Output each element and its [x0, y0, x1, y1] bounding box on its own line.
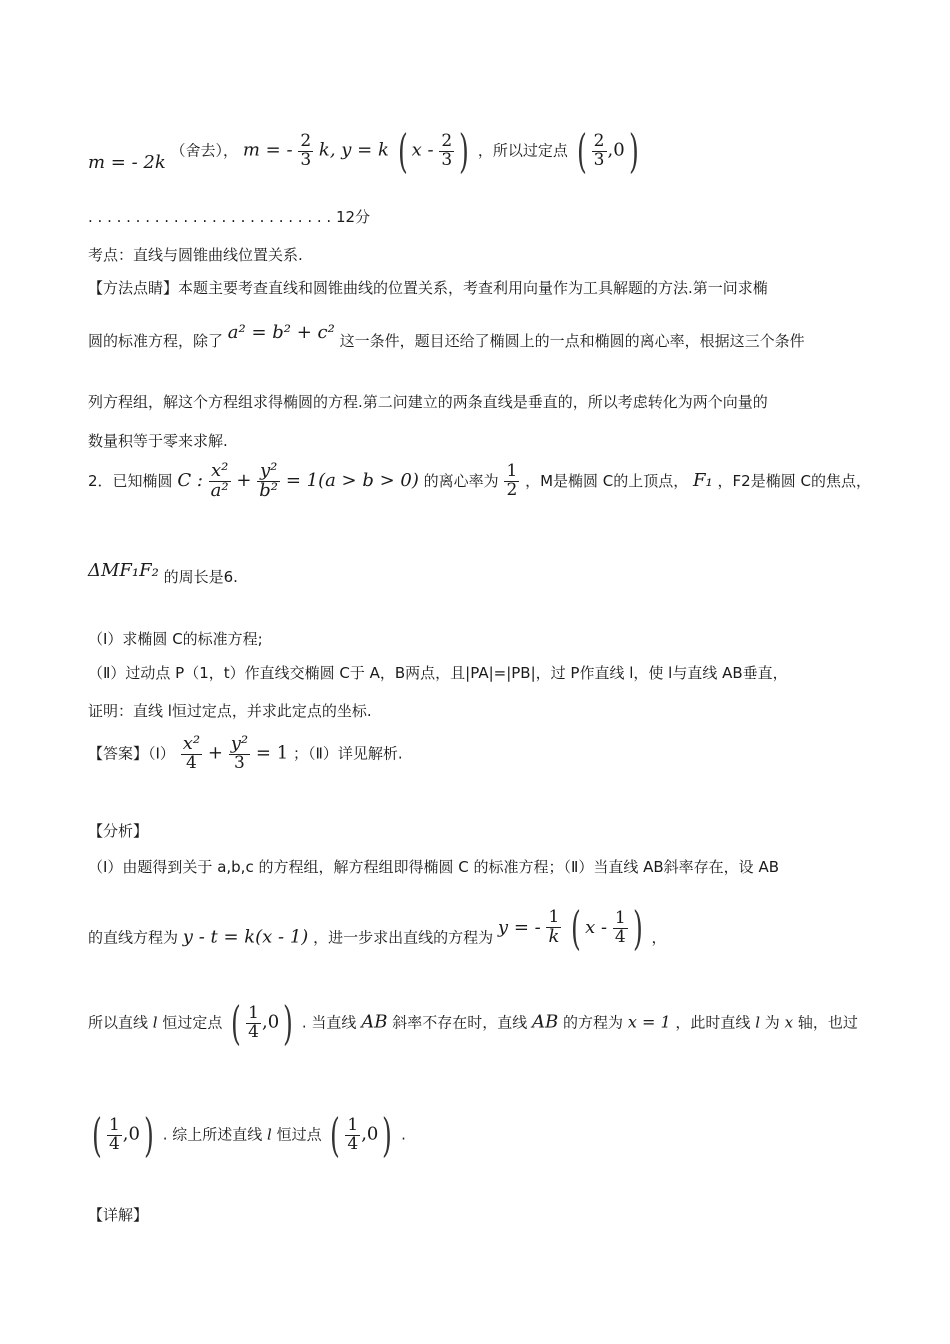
line-l3: l: [267, 1125, 272, 1144]
eq-m-neg2k: m = - 2k: [88, 151, 166, 173]
point-y2: ,0: [261, 1011, 280, 1033]
point-y3: ,0: [122, 1123, 140, 1145]
frac-1-4: $\frac{1}{4}$: [614, 907, 626, 947]
fixed-point-text: ，所以过定点: [477, 141, 568, 160]
an4-a: . 综上所述直线: [162, 1125, 263, 1144]
analysis-line-1: （Ⅰ）由题得到关于 a,b,c 的方程组，解方程组即得椭圆 C 的标准方程；（Ⅱ）当直线 AB斜率存在，设 AB: [88, 858, 779, 876]
point-1-4-c: $\frac{1}{4}$: [347, 1114, 359, 1154]
analysis-line-3: 所以直线 l 恒过定点 ( $\frac{1}{4}$ ,0) . 当直线 AB 斜率不存在时，直线 AB 的方程为 x = 1 ，此时直线 l 为 x 轴，也过: [88, 996, 858, 1050]
line-ab: AB: [361, 1011, 388, 1033]
frac-2-3: $\frac{2}{3}$: [300, 130, 312, 170]
eq-k-y: k, y = k: [318, 139, 389, 161]
score-dots: . . . . . . . . . . . . . . . . . . . . . . . . . . 12分: [88, 208, 371, 226]
an2-b: ，进一步求出直线的方程为: [313, 928, 494, 947]
ellipse-condition: = 1(a > b > 0): [285, 469, 419, 491]
method-2b: 这一条件，题目还给了椭圆上的一点和椭圆的离心率，根据这三个条件: [339, 332, 805, 350]
question-2: 2．已知椭圆 C : $\frac{\text{x²}}{\text{a²}}$ + $\frac{\text{y²}}{\text{b²}}$ = 1(a > b > 0) 的离心率为 $\frac{1}{2}$ ，M是椭圆 C的上顶点， F₁ ，F2是椭圆 C的焦点，: [88, 460, 871, 501]
q2-text-c: ，M是椭圆 C的上顶点，: [525, 471, 689, 490]
analysis-label: 【分析】: [88, 822, 149, 840]
q2-intro: 2．已知椭圆: [88, 471, 173, 490]
an3-d: 斜率不存在时，直线: [392, 1013, 528, 1032]
point-frac: $\frac{2}{3}$: [593, 130, 605, 170]
answer-part-2: ；（Ⅱ）详见解析.: [292, 744, 403, 763]
part-2-cont: 证明：直线 l恒过定点，并求此定点的坐标.: [88, 702, 372, 720]
triangle-text: 的周长是6.: [163, 568, 238, 586]
discard-note: （舍去），: [170, 141, 239, 160]
kaodian: 考点：直线与圆锥曲线位置关系.: [88, 246, 303, 264]
answer-label: 【答案】（Ⅰ）: [88, 744, 175, 763]
point-1-4-b: $\frac{1}{4}$: [108, 1114, 120, 1154]
an2-c: ，: [651, 928, 667, 947]
an3-a: 所以直线: [88, 1013, 149, 1032]
an4-b: 恒过点: [276, 1125, 322, 1144]
answer-eq: = 1: [255, 742, 289, 764]
analysis-line-2: 的直线方程为 y - t = k(x - 1) ，进一步求出直线的方程为 y = - $\frac{1}{k}$ ( x - $\frac{1}{4}$ ) ，: [88, 901, 667, 955]
an3-g: 为: [764, 1013, 780, 1032]
an3-e: 的方程为: [563, 1013, 624, 1032]
line-l: l: [152, 1013, 158, 1032]
analysis-line-4: ( $\frac{1}{4}$ ,0) . 综上所述直线 l 恒过点 ( $\frac{1}{4}$ ,0) .: [92, 1108, 406, 1162]
frac-x2-4: $\frac{\text{x²}}{4}$: [182, 733, 201, 773]
q2-text-d: ，F2是椭圆 C的焦点，: [717, 471, 871, 490]
frac-1-k: $\frac{1}{k}$: [548, 907, 560, 947]
an3-b: 恒过定点: [162, 1013, 223, 1032]
triangle-symbol: ΔMF₁F₂: [88, 560, 159, 581]
frac-2-3b: $\frac{2}{3}$: [441, 130, 453, 170]
frac-y2-3: $\frac{\text{y²}}{3}$: [230, 733, 249, 773]
detail-label: 【详解】: [88, 1206, 149, 1224]
focus-f1: F₁: [693, 469, 713, 491]
an3-c: . 当直线: [301, 1013, 357, 1032]
point-y4: ,0: [361, 1123, 379, 1145]
ellipse-c: C :: [177, 469, 203, 491]
method-line-4: 数量积等于零来求解.: [88, 432, 228, 450]
eq-y: y = -: [497, 916, 541, 938]
eccentricity-text: 的离心率为: [423, 471, 499, 490]
line-ab2: AB: [532, 1011, 559, 1033]
line-l2: l: [755, 1013, 761, 1032]
eq-abc: a² = b² + c²: [227, 322, 335, 343]
answer-line: 【答案】（Ⅰ） $\frac{\text{x²}}{4}$ + $\frac{\text{y²}}{3}$ = 1 ；（Ⅱ）详见解析.: [88, 733, 403, 773]
method-line-3: 列方程组，解这个方程组求得椭圆的方程.第二问建立的两条直线是垂直的，所以考虑转化为两个向量的: [88, 393, 768, 411]
method-line-2: [88, 322, 805, 351]
point-1-4: $\frac{1}{4}$: [248, 1002, 259, 1042]
point-y: ,0: [607, 139, 625, 161]
eq-x: x -: [411, 139, 434, 161]
eq-x2: x -: [585, 916, 608, 938]
frac-1-2: $\frac{1}{2}$: [506, 461, 518, 500]
part-1: （Ⅰ）求椭圆 C的标准方程;: [88, 630, 263, 648]
frac-y2-b2: $\frac{\text{y²}}{\text{b²}}$: [259, 460, 279, 501]
eq-x1: x = 1: [627, 1012, 671, 1032]
eq-m: m = -: [242, 139, 293, 161]
an2-a: 的直线方程为: [88, 928, 179, 947]
an4-c: .: [401, 1125, 406, 1144]
method-line-1: 【方法点睛】本题主要考查直线和圆锥曲线的位置关系，考查利用向量作为工具解题的方法.第一问求椭: [88, 279, 768, 297]
x-axis: x: [784, 1013, 794, 1032]
an3-f: ，此时直线: [675, 1013, 751, 1032]
triangle-line: [88, 560, 238, 587]
line-eq: y - t = k(x - 1): [182, 926, 309, 948]
an3-h: 轴，也过: [797, 1013, 858, 1032]
solution-line-1: m = - 2k （舍去）， m = - $\frac{2}{3}$ k, y = k ( x - $\frac{2}{3}$ ) ，所以过定点 ( $\frac{2}{3}$ ,0): [88, 124, 639, 178]
frac-x2-a2: $\frac{\text{x²}}{\text{a²}}$: [210, 460, 229, 501]
method-2a: 圆的标准方程，除了: [88, 332, 224, 350]
part-2: （Ⅱ）过动点 P（1，t）作直线交椭圆 C于 A，B两点，且|PA|=|PB|，过 P作直线 l，使 l与直线 AB垂直，: [88, 664, 788, 682]
